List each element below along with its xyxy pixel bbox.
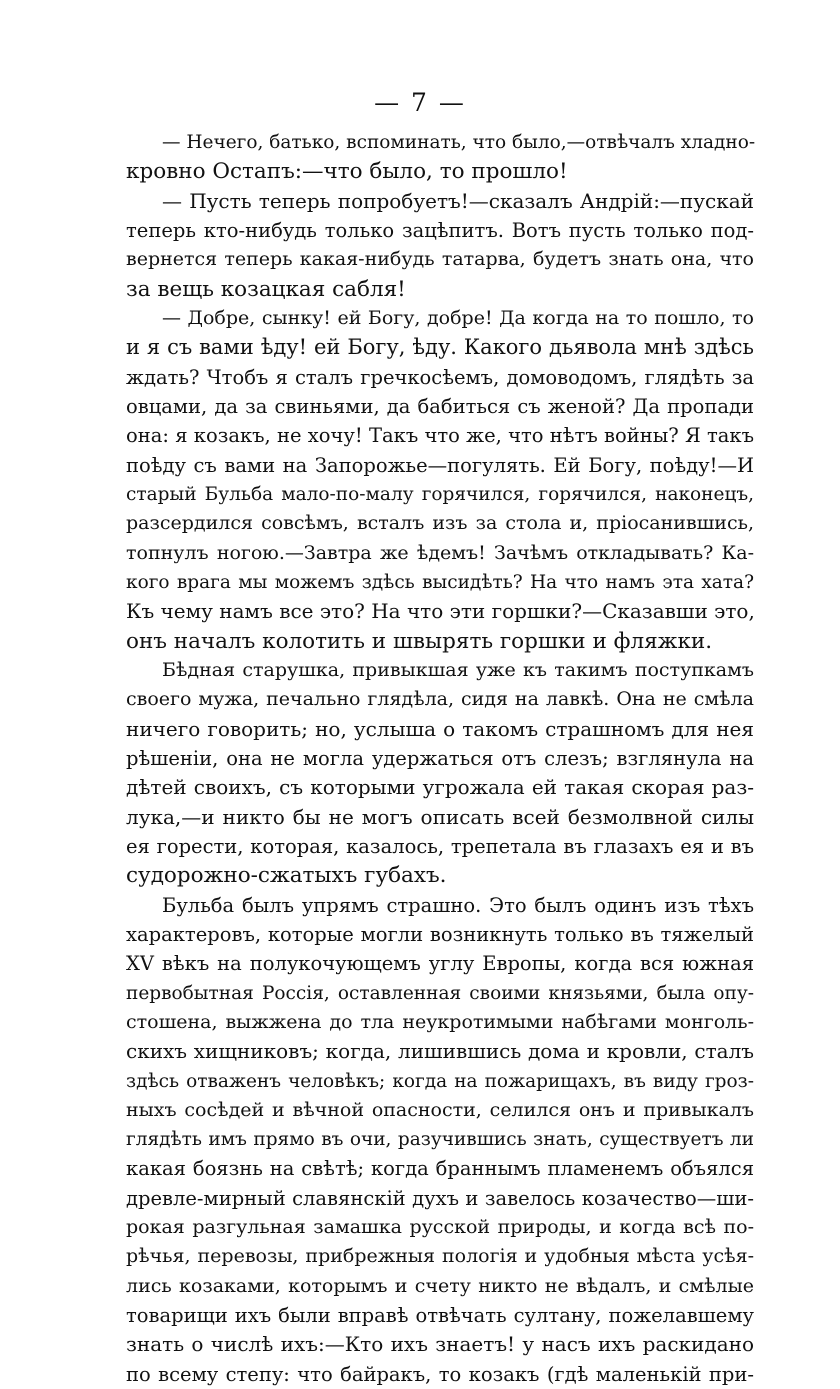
text-line: вернется теперь какая-нибудь татарва, будетъ знать она, что: [126, 248, 754, 271]
text-line: — Добре, сынку! ей Богу, добре! Да когда на то пошло, то: [162, 306, 754, 329]
text-line: теперь кто-нибудь только зацѣпитъ. Вотъ пусть только под-: [126, 218, 754, 242]
text-line: лись козаками, которымъ и счету никто не вѣдалъ, и смѣлые: [126, 1274, 754, 1297]
body-text: [126, 128, 754, 1389]
text-line: знать о числѣ ихъ:—Кто ихъ знаетъ! у насъ ихъ раскидано: [126, 1332, 754, 1357]
text-line: по всему степу: что байракъ, то козакъ (гдѣ маленькiй при-: [126, 1362, 754, 1386]
text-line: лука,—и никто бы не могъ описать всей безмолвной силы: [126, 804, 754, 829]
text-line: товарищи ихъ были вправѣ отвѣчать султану, пожелавшему: [126, 1304, 754, 1328]
text-line: глядѣть имъ прямо въ очи, разучившись знать, существуетъ ли: [126, 1129, 754, 1151]
text-line: рѣчья, перевозы, прибрежныя пологiя и удобныя мѣста усѣя-: [126, 1245, 754, 1268]
text-line: какая боязнь на свѣтѣ; когда браннымъ пламенемъ объялся: [126, 1157, 754, 1181]
text-line: Бульба былъ упрямъ страшно. Это былъ одинъ изъ тѣхъ: [162, 893, 754, 917]
text-line: судорожно-сжатыхъ губахъ.: [126, 863, 447, 889]
text-line: топнулъ ногою.—Завтра же ѣдемъ! Зачѣмъ откладывать? Ка-: [126, 541, 754, 564]
text-line: рѣшенiи, она не могла удержаться отъ слезъ; взглянула на: [126, 746, 754, 770]
text-line: овцами, да за свиньями, да бабиться съ женой? Да пропади: [126, 394, 754, 418]
text-line: за вещь козацкая сабля!: [126, 276, 406, 302]
text-line: своего мужа, печально глядѣла, сидя на лавкѣ. Она не смѣла: [126, 688, 754, 711]
text-line: онъ началъ колотить и швырять горшки и фляжки.: [126, 628, 713, 654]
text-line: и я съ вами ѣду! ей Богу, ѣду. Какого дьявола мнѣ здѣсь: [126, 335, 754, 360]
text-line: древле-мирный славянскiй духъ и завелось козачество—ши-: [126, 1186, 754, 1210]
page-number: — 7 —: [374, 88, 466, 117]
text-line: — Нечего, батько, вспоминать, что было,—отвѣчалъ хладно-: [162, 132, 756, 153]
text-line: ничего говорить; но, услыша о такомъ страшномъ для нея: [126, 716, 754, 741]
text-line: разсердился совсѣмъ, всталъ изъ за стола и, прiосанившись,: [126, 512, 754, 535]
text-line: дѣтей своихъ, съ которыми угрожала ей такая скорая раз-: [126, 775, 754, 800]
text-line: характеровъ, которые могли возникнуть только въ тяжелый: [126, 922, 754, 946]
text-line: она: я козакъ, не хочу! Такъ что же, что нѣтъ войны? Я такъ: [126, 424, 754, 448]
text-line: ея горести, которая, казалось, трепетала въ глазахъ ея и въ: [126, 834, 754, 858]
text-line: поѣду съ вами на Запорожье—погулять. Ей Богу, поѣду!—И: [126, 453, 754, 477]
text-line: старый Бульба мало-по-малу горячился, горячился, наконецъ,: [126, 483, 754, 505]
text-line: рокая разгульная замашка русской природы, и когда всѣ по-: [126, 1216, 754, 1239]
text-line: скихъ хищниковъ; когда, лишившись дома и кровли, сталъ: [126, 1039, 754, 1064]
text-line: ждать? Чтобъ я сталъ гречкосѣемъ, домоводомъ, глядѣть за: [126, 365, 754, 389]
text-line: Бѣдная старушка, привыкшая уже къ такимъ поступкамъ: [162, 658, 754, 681]
text-line: кого врага мы можемъ здѣсь высидѣть? На что намъ эта хата?: [126, 571, 754, 593]
text-line: ныхъ сосѣдей и вѣчной опасности, селился онъ и привыкалъ: [126, 1098, 754, 1121]
text-line: XV вѣкъ на полукочующемъ углу Европы, когда вся южная: [126, 952, 754, 976]
text-line: первобытная Россiя, оставленная своими князьями, была опу-: [126, 982, 754, 1004]
text-line: стошена, выжжена до тла неукротимыми набѣгами монголь-: [126, 1010, 754, 1033]
text-line: — Пусть теперь попробуетъ!—сказалъ Андрiй:—пускай: [162, 188, 754, 213]
text-line: Къ чему намъ все это? На что эти горшки?—Сказавши это,: [126, 599, 755, 624]
text-line: здѣсь отваженъ человѣкъ; когда на пожарищахъ, въ виду гроз-: [126, 1070, 754, 1092]
text-line: кровно Остапъ:—что было, то прошло!: [126, 159, 568, 185]
